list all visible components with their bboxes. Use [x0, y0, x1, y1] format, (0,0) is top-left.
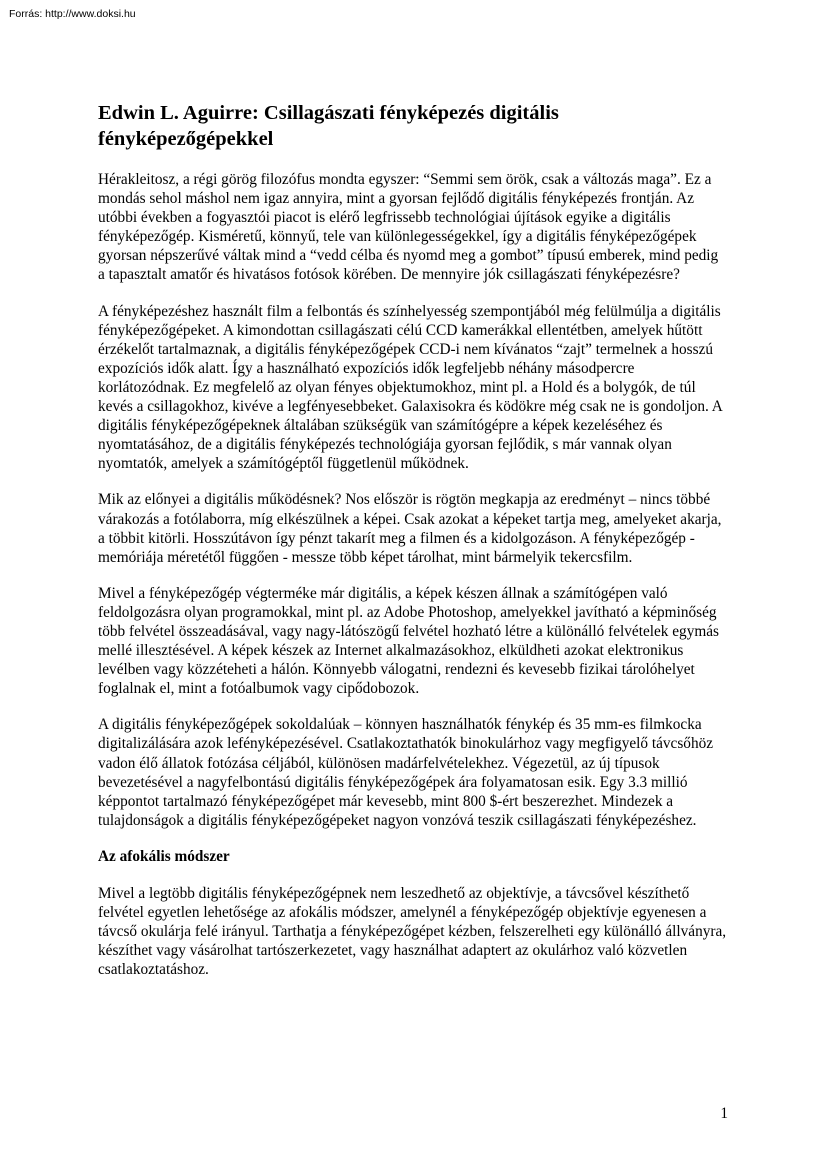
- paragraph-film-vs-digital: A fényképezéshez használt film a felbontás és színhelyesség szempontjából még felülmúlja a digitális fényképezőgépeket. A kimondottan csillagászati célú CCD kamerákkal ellentétben, amelyek hűtött érzékelőt tartalmaznak, a digitális fényképezőgépek CCD-i nem kívánatos “zajt” termelnek a hosszú expozíciós idők alatt. Így a használható expozíciós idők legfeljebb néhány másodpercre korlátozódnak. Ez megfelelő az olyan fényes objektumokhoz, mint pl. a Hold és a bolygók, de túl kevés a csillagokhoz, kivéve a legfényesebbeket. Galaxisokra és ködökre még csak ne is gondoljon. A digitális fényképezőgépeknek általában szükségük van számítógépre a képek kezeléséhez és nyomtatásához, de a digitális fényképezés technológiája gyorsan fejlődik, s már vannak olyan nyomtatók, amelyek a számítógéptől függetlenül működnek.: [98, 302, 723, 473]
- document-title: Edwin L. Aguirre: Csillagászati fényképezés digitális fényképezőgépekkel: [98, 102, 559, 150]
- paragraph-intro: Hérakleitosz, a régi görög filozófus mondta egyszer: “Semmi sem örök, csak a változás maga”. Ez a mondás sehol máshol nem igaz annyira, mint a gyorsan fejlődő digitális fényképezés frontján. Az utóbbi években a fogyasztói piacot is elérő legfrissebb technológiai újítások egyike a digitális fényképezőgép. Kisméretű, könnyű, tele van különlegességekkel, így a digitális fényképezőgépek gyorsan népszerűvé váltak mind a “vedd célba és nyomd meg a gombot” típusú emberek, mind pedig a tapasztalt amatőr és hivatásos fotósok körében. De mennyire jók csillagászati fényképezésre?: [98, 171, 719, 284]
- page-number: 1: [720, 1105, 728, 1122]
- source-url: Forrás: http://www.doksi.hu: [9, 8, 136, 20]
- document-body: [98, 100, 728, 996]
- paragraph-advantages: Mik az előnyei a digitális működésnek? Nos először is rögtön megkapja az eredményt – nincs többé várakozás a fotólaborra, míg elkészülnek a képei. Csak azokat a képeket tartja meg, amelyeket akarja, a többit kitörli. Hosszútávon így pénzt takarít meg a filmen és a kidolgozáson. A fényképezőgép - memóriája méretétől függően - messze több képet tárolhat, mint bármelyik tekercsfilm.: [98, 491, 722, 566]
- section-heading: Az afokális módszer: [98, 847, 230, 865]
- paragraph-processing: Mivel a fényképezőgép végterméke már digitális, a képek készen állnak a számítógépen való feldolgozásra olyan programokkal, mint pl. az Adobe Photoshop, amelyekkel javítható a képminőség több felvétel összeadásával, vagy nagy-látószögű felvétel hozható létre a különálló felvételek egymás mellé illesztésével. A képek készek az Internet alkalmazásokhoz, elküldheti azokat elektronikus levélben vagy közzéteheti a hálón. Könnyebb válogatni, rendezni és kevesebb fizikai tárolóhelyet foglalnak el, mint a fotóalbumok vagy cipődobozok.: [98, 584, 719, 698]
- paragraph-afocal-method: Mivel a legtöbb digitális fényképezőgépnek nem leszedhető az objektívje, a távcsővel készíthető felvétel egyetlen lehetősége az afokális módszer, amelynél a fényképezőgép objektívje egyenesen a távcső okulárja felé irányul. Tarthatja a fényképezőgépet kézben, felszerelheti egy különálló állványra, készíthet vagy vásárolhat tartószerkezetet, vagy használhat adaptert az okulárhoz való közvetlen csatlakoztatáshoz.: [98, 884, 727, 979]
- paragraph-versatility: A digitális fényképezőgépek sokoldalúak – könnyen használhatók fénykép és 35 mm-es filmkocka digitalizálására azok lefényképezésével. Csatlakoztathatók binokulárhoz vagy megfigyelő távcsőhöz vadon élő állatok fotózása céljából, különösen madárfelvételekhez. Végezetül, az új típusok bevezetésével a nagyfelbontású digitális fényképezőgépek ára folyamatosan esik. Egy 3.3 millió képpontot tartalmazó fényképezőgépet már kevesebb, mint 800 $-ért beszerezhet. Mindezek a tulajdonságok a digitális fényképezőgépeket nagyon vonzóvá teszik csillagászati fényképezéshez.: [98, 716, 714, 829]
